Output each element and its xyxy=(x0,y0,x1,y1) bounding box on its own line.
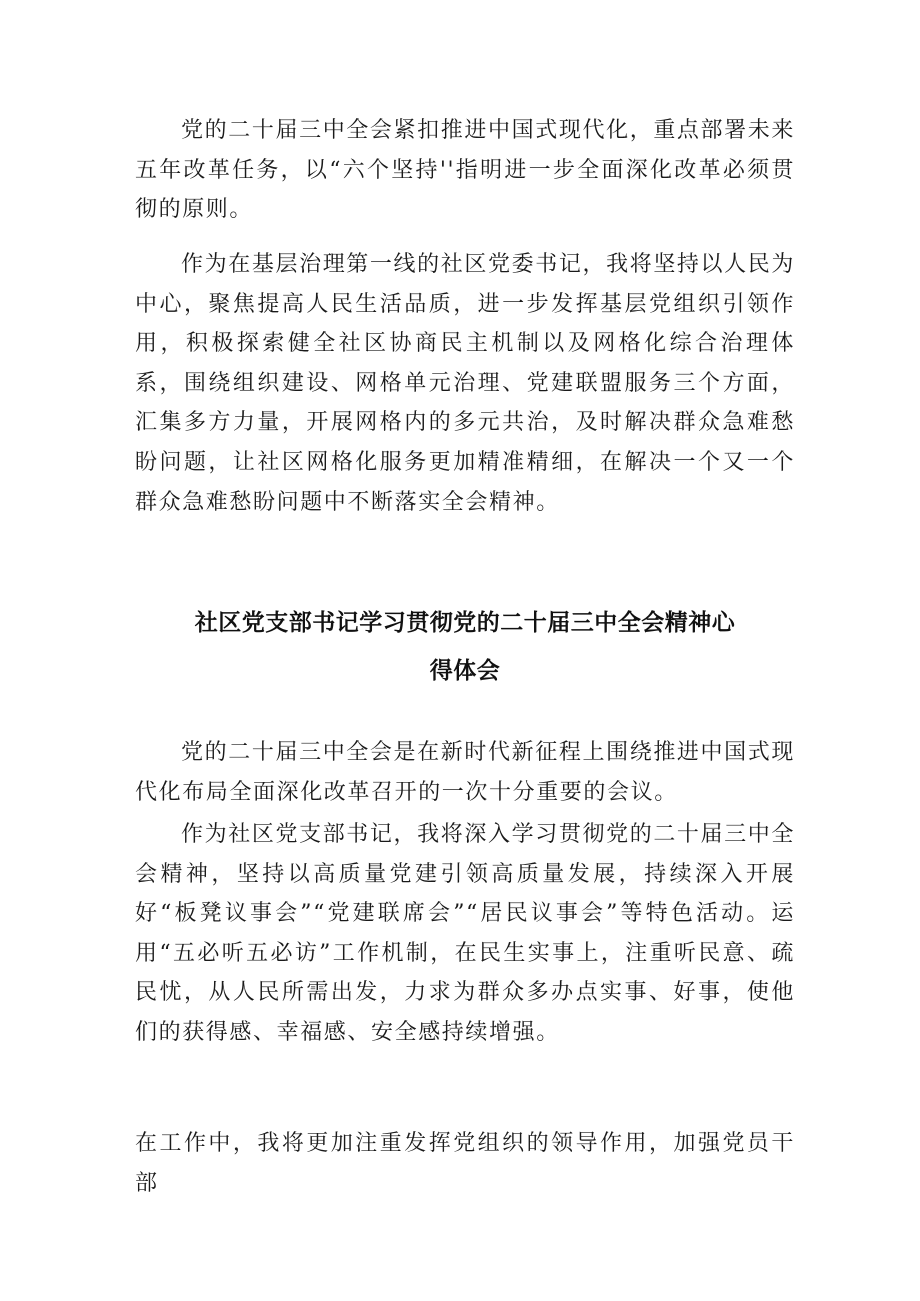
body-paragraph: 作为在基层治理第一线的社区党委书记，我将坚持以人民为中心，聚焦提高人民生活品质，进一步发挥基层党组织引领作用，积极探索健全社区协商民主机制以及网格化综合治理体系，围绕组织建设、网格单元治理、党建联盟服务三个方面，汇集多方力量，开展网格内的多元共治，及时解决群众急难愁盼问题，让社区网格化服务更加精准精细，在解决一个又一个群众急难愁盼问题中不断落实全会精神。 xyxy=(135,252,795,515)
body-paragraph: 作为社区党支部书记，我将深入学习贯彻党的二十届三中全会精神，坚持以高质量党建引领高质量发展，持续深入开展好“板凳议事会”“党建联席会”“居民议事会”等特色活动。运用“五必听五必访”工作机制，在民生实事上，注重听民意、疏民忧，从人民所需出发，力求为群众多办点实事、好事，使他们的获得感、幸福感、安全感持续增强。 xyxy=(135,822,795,1045)
section-heading xyxy=(135,599,795,695)
section-heading-line: 社区党支部书记学习贯彻党的二十届三中全会精神心 xyxy=(194,610,736,636)
body-paragraph: 在工作中，我将更加注重发挥党组织的领导作用，加强党员干部 xyxy=(135,1131,795,1196)
body-paragraph: 党的二十届三中全会是在新时代新征程上围绕推进中国式现代化布局全面深化改革召开的一次十分重要的会议。 xyxy=(135,740,795,805)
section-heading-line: 得体会 xyxy=(429,658,501,684)
body-paragraph: 党的二十届三中全会紧扣推进中国式现代化，重点部署未来五年改革任务，以“六个坚持''指明进一步全面深化改革必须贯彻的原则。 xyxy=(135,118,795,223)
